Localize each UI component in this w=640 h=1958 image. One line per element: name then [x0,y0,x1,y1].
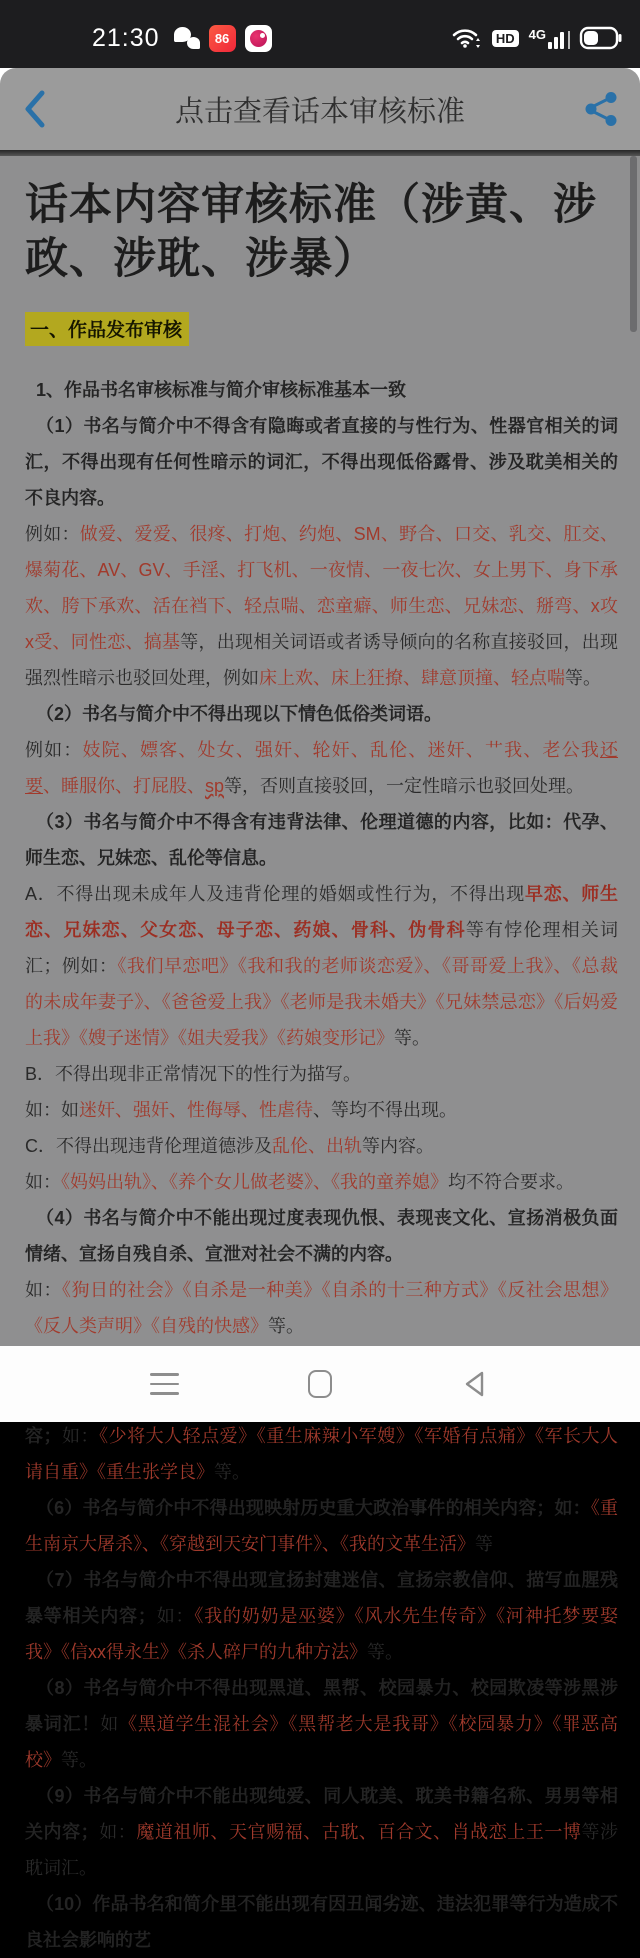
paragraph: （8）书名与简介中不得出现黑道、黑帮、校园暴力、校园欺凌等涉黑涉暴词汇！如《黑道学生混社会》《黑帮老大是我哥》《校园暴力》《罪恶高校》等。 [25,1678,618,1770]
paragraph: （2）书名与简介中不得出现以下情色低俗类词语。 [36,704,443,724]
android-nav-bar [0,1346,640,1422]
paragraph: B．不得出现非正常情况下的性行为描写。 [25,1064,362,1084]
paragraph: 如：如迷奸、强奸、性侮辱、性虐待、等均不得出现。 [25,1100,457,1120]
paragraph: 例如：妓院、嫖客、处女、强奸、轮奸、乱伦、迷奸、艹我、老公我还要、睡服你、打屁股、sp等，否则直接驳回，一定性暗示也驳回处理。 [25,740,618,796]
battery-icon [580,27,622,49]
wechat-icon [174,27,200,49]
notification-icons [174,25,272,52]
paragraph: （10）作品书名和简介里不能出现有因丑闻劣迹、违法犯罪等行为造成不良社会影响的艺 [25,1894,618,1950]
paragraph: 如：《妈妈出轨》、《养个女儿做老婆》、《我的童养媳》均不符合要求。 [25,1172,574,1192]
back-triangle-icon[interactable] [460,1369,490,1399]
paragraph: A．不得出现未成年人及违背伦理的婚姻或性行为，不得出现早恋、师生恋、兄妹恋、父女恋、母子恋、药娘、骨科、伪骨科等有悖伦理相关词汇；例如：《我们早恋吧》《我和我的老师谈恋爱》、《哥哥爱上我》、《总裁的未成年妻子》、《爸爸爱上我》《老师是我未婚夫》《兄妹禁忌恋》《后妈爱上我》《嫂子迷情》《姐夫爱我》《药娘变形记》等。 [25,884,619,1048]
signal-4g-icon: 4G [529,28,570,49]
document-title: 话本内容审核标准（涉黄、涉政、涉耽、涉暴） [25,181,597,283]
paragraph: 例如：做爱、爱爱、很疼、打炮、约炮、SM、野合、口交、乳交、肛交、爆菊花、AV、GV、手淫、打飞机、一夜情、一夜七次、女上男下、身下承欢、胯下承欢、活在裆下、轻点喘、恋童癖、师生恋、兄妹恋、掰弯、x攻x受、同性恋、搞基等，出现相关词语或者诱导倾向的名称直接驳回，出现强烈性暗示也驳回处理，例如床上欢、床上狂撩、肆意顶撞、轻点喘等。 [25,524,619,688]
paragraph: 1、作品书名审核标准与简介审核标准基本一致 [36,380,407,400]
paragraph: （3）书名与简介中不得含有违背法律、伦理道德的内容，比如：代孕、师生恋、兄妹恋、乱伦等信息。 [25,812,618,868]
clock: 21:30 [92,23,160,52]
paragraph: （6）书名与简介中不得出现映射历史重大政治事件的相关内容；如：《重生南京大屠杀》、《穿越到天安门事件》、《我的文革生活》等 [25,1498,618,1554]
paragraph: C．不得出现违背伦理道德涉及乱伦、出轨等内容。 [25,1136,434,1156]
document-viewer[interactable] [0,156,640,1950]
status-indicators [452,26,622,50]
back-icon[interactable] [22,89,48,129]
bird-app-icon [245,25,272,52]
status-bar [0,0,640,68]
share-icon[interactable] [584,91,618,127]
home-icon[interactable] [308,1370,332,1398]
document-body [25,372,618,1958]
hd-icon: HD [492,30,519,47]
wifi-icon [452,26,482,50]
kuaishou-icon: 86 [209,25,236,52]
section-heading-highlighted: 一、作品发布审核 [25,312,189,346]
page-title: 点击查看话本审核标准 [174,95,465,128]
paragraph: （4）书名与简介中不能出现过度表现仇恨、表现丧文化、宣扬消极负面情绪、宣扬自残自杀、宣泄对社会不满的内容。 [25,1208,618,1264]
scrollbar-thumb[interactable] [630,156,637,332]
paragraph: （1）书名与简介中不得含有隐晦或者直接的与性行为、性器官相关的词汇，不得出现有任何性暗示的词汇，不得出现低俗露骨、涉及耽美相关的不良内容。 [25,416,618,508]
paragraph: （9）书名与简介中不能出现纯爱、同人耽美、耽美书籍名称、男男等相关内容；如：魔道祖师、天官赐福、古耽、百合文、肖战恋上王一博等涉耽词汇。 [25,1786,619,1878]
paragraph: （7）书名与简介中不得出现宣扬封建迷信、宣扬宗教信仰、描写血腥残暴等相关内容；如：《我的奶奶是巫婆》《风水先生传奇》《河神托梦要娶我》《信xx得永生》《杀人碎尸的九种方法》等。 [25,1570,618,1662]
paragraph: 如：《狗日的社会》《自杀是一种美》《自杀的十三种方式》《反社会思想》《反人类声明》《自残的快感》等。 [25,1280,618,1336]
paragraph: 容；如：《少将大人轻点爱》《重生麻辣小军嫂》《军婚有点痛》《军长大人请自重》《重生张学良》等。 [25,1426,618,1482]
menu-icon[interactable] [150,1373,179,1395]
app-nav-bar [0,68,640,150]
